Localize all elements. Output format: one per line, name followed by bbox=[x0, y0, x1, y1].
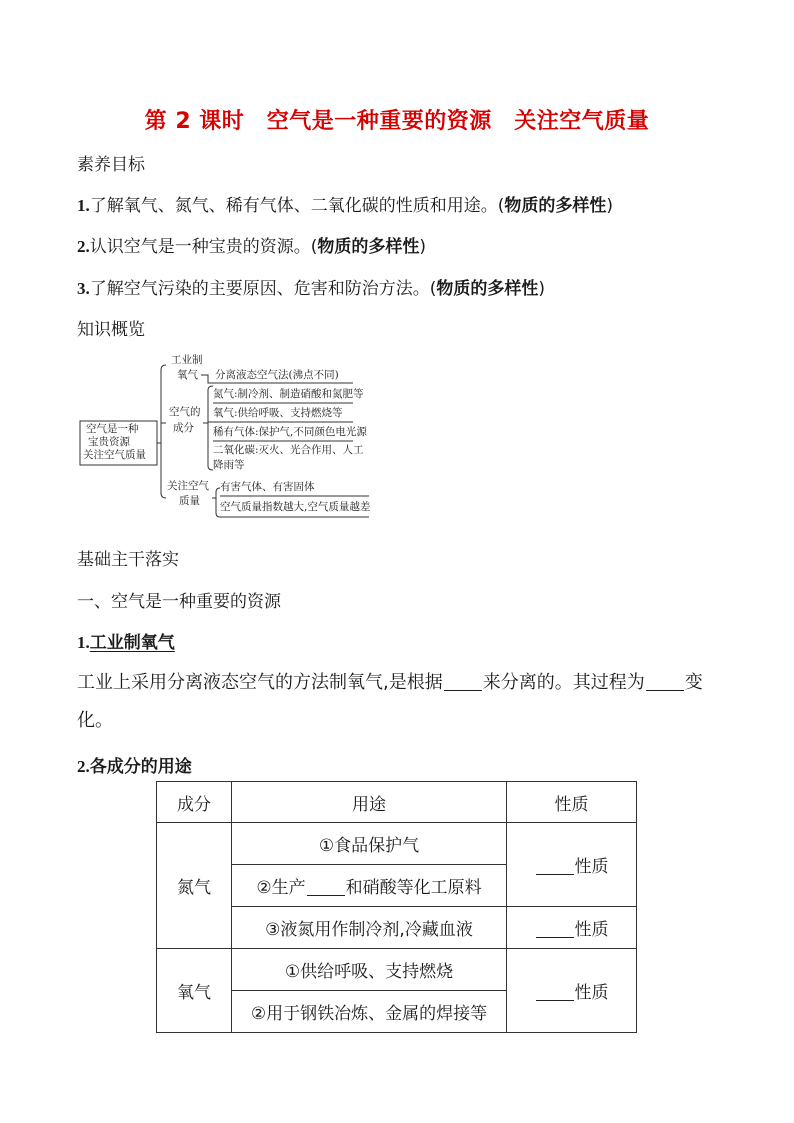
goals-heading: 素养目标 bbox=[77, 155, 145, 175]
para-text-b: 来分离的。其过程为 bbox=[482, 672, 645, 693]
page-title: 第 2 课时 空气是一种重要的资源 关注空气质量 bbox=[144, 109, 650, 134]
goal-end: ) bbox=[419, 237, 427, 257]
para-text-a: 工业上采用分离液态空气的方法制氧气,是根据 bbox=[77, 672, 443, 693]
subsection-title: 工业制氧气 bbox=[89, 633, 175, 653]
fill-blank[interactable] bbox=[536, 857, 574, 875]
goal-num: 3. bbox=[77, 279, 90, 298]
table-header-cell: 用途 bbox=[232, 782, 507, 823]
table-header-row bbox=[157, 782, 637, 823]
diagram-branch-oxygen-line1: 工业制 bbox=[171, 354, 203, 366]
subsection-title: 各成分的用途 bbox=[89, 757, 192, 777]
oxygen-production-paragraph bbox=[77, 664, 722, 740]
diagram-root-line2: 宝贵资源 bbox=[88, 436, 130, 448]
diagram-leaf-nitrogen: 氮气:制冷剂、制造硝酸和氮肥等 bbox=[213, 388, 364, 400]
table-header-cell: 性质 bbox=[507, 782, 637, 823]
diagram-leaf-separation: 分离液态空气法(沸点不同) bbox=[215, 369, 339, 381]
diagram-branch-quality-line1: 关注空气 bbox=[167, 480, 209, 492]
uses-table bbox=[156, 781, 637, 1033]
diagram-branch-components-line1: 空气的 bbox=[169, 406, 201, 418]
goal-item-2 bbox=[77, 232, 426, 257]
diagram-leaf-co2: 二氧化碳:灭火、光合作用、人工 bbox=[213, 444, 364, 456]
diagram-leaf-pollutants: 有害气体、有害固体 bbox=[220, 481, 315, 493]
fill-blank[interactable] bbox=[646, 672, 684, 691]
goal-item-3 bbox=[77, 274, 545, 299]
table-cell-use: ①食品保护气 bbox=[232, 823, 507, 865]
goal-end: ) bbox=[606, 196, 614, 216]
para-text-c: 变化。 bbox=[77, 672, 703, 731]
table-cell-property bbox=[507, 949, 637, 1033]
goal-item-1 bbox=[77, 191, 613, 216]
overview-heading: 知识概览 bbox=[77, 320, 145, 340]
goal-tag: 物质的多样性 bbox=[436, 279, 539, 299]
table-row bbox=[157, 823, 637, 865]
goal-text: 了解氧气、氮气、稀有气体、二氧化碳的性质和用途。( bbox=[89, 196, 505, 216]
table-row bbox=[157, 949, 637, 991]
table-cell-use: ③液氮用作制冷剂,冷藏血液 bbox=[232, 907, 507, 949]
goal-num: 2. bbox=[77, 237, 90, 256]
diagram-branch-components-line2: 成分 bbox=[173, 422, 194, 434]
table-cell-use: ①供给呼吸、支持燃烧 bbox=[232, 949, 507, 991]
diagram-leaf-oxygen: 氧气:供给呼吸、支持燃烧等 bbox=[213, 407, 343, 419]
diagram-leaf-co2-cont: 降雨等 bbox=[213, 459, 245, 471]
subsection-uses bbox=[77, 752, 192, 777]
table-cell-use bbox=[232, 865, 507, 907]
knowledge-diagram bbox=[77, 350, 377, 525]
table-cell-property bbox=[507, 907, 637, 949]
goal-end: ) bbox=[538, 279, 546, 299]
property-label: 性质 bbox=[574, 920, 609, 940]
basics-heading: 基础主干落实 bbox=[77, 550, 179, 570]
diagram-root-line1: 空气是一种 bbox=[86, 423, 139, 435]
subsection-num: 2. bbox=[77, 757, 90, 776]
diagram-leaf-aqi: 空气质量指数越大,空气质量越差 bbox=[220, 501, 371, 513]
diagram-branch-quality-line2: 质量 bbox=[179, 495, 200, 507]
use-text: ②生产 bbox=[256, 878, 306, 898]
fill-blank[interactable] bbox=[444, 672, 482, 691]
subsection-oxygen-production bbox=[77, 628, 175, 653]
use-text: 和硝酸等化工原料 bbox=[345, 878, 482, 898]
table-cell-component: 氮气 bbox=[157, 823, 232, 949]
table-header-cell: 成分 bbox=[157, 782, 232, 823]
table-cell-property bbox=[507, 823, 637, 907]
fill-blank[interactable] bbox=[307, 878, 345, 896]
diagram-branch-oxygen-line2: 氧气 bbox=[177, 369, 198, 381]
section-heading: 一、空气是一种重要的资源 bbox=[77, 592, 281, 612]
property-label: 性质 bbox=[574, 983, 609, 1003]
subsection-num: 1. bbox=[77, 633, 90, 652]
goal-tag: 物质的多样性 bbox=[317, 237, 420, 257]
table-cell-use: ②用于钢铁冶炼、金属的焊接等 bbox=[232, 991, 507, 1033]
property-label: 性质 bbox=[574, 857, 609, 877]
goal-num: 1. bbox=[77, 196, 90, 215]
diagram-root-line3: 关注空气质量 bbox=[83, 449, 146, 461]
goal-text: 认识空气是一种宝贵的资源。( bbox=[89, 237, 318, 257]
diagram-leaf-noble-gas: 稀有气体:保护气,不同颜色电光源 bbox=[213, 426, 367, 438]
goal-tag: 物质的多样性 bbox=[504, 196, 607, 216]
fill-blank[interactable] bbox=[536, 920, 574, 938]
table-cell-component: 氧气 bbox=[157, 949, 232, 1033]
fill-blank[interactable] bbox=[536, 983, 574, 1001]
goal-text: 了解空气污染的主要原因、危害和防治方法。( bbox=[89, 279, 437, 299]
